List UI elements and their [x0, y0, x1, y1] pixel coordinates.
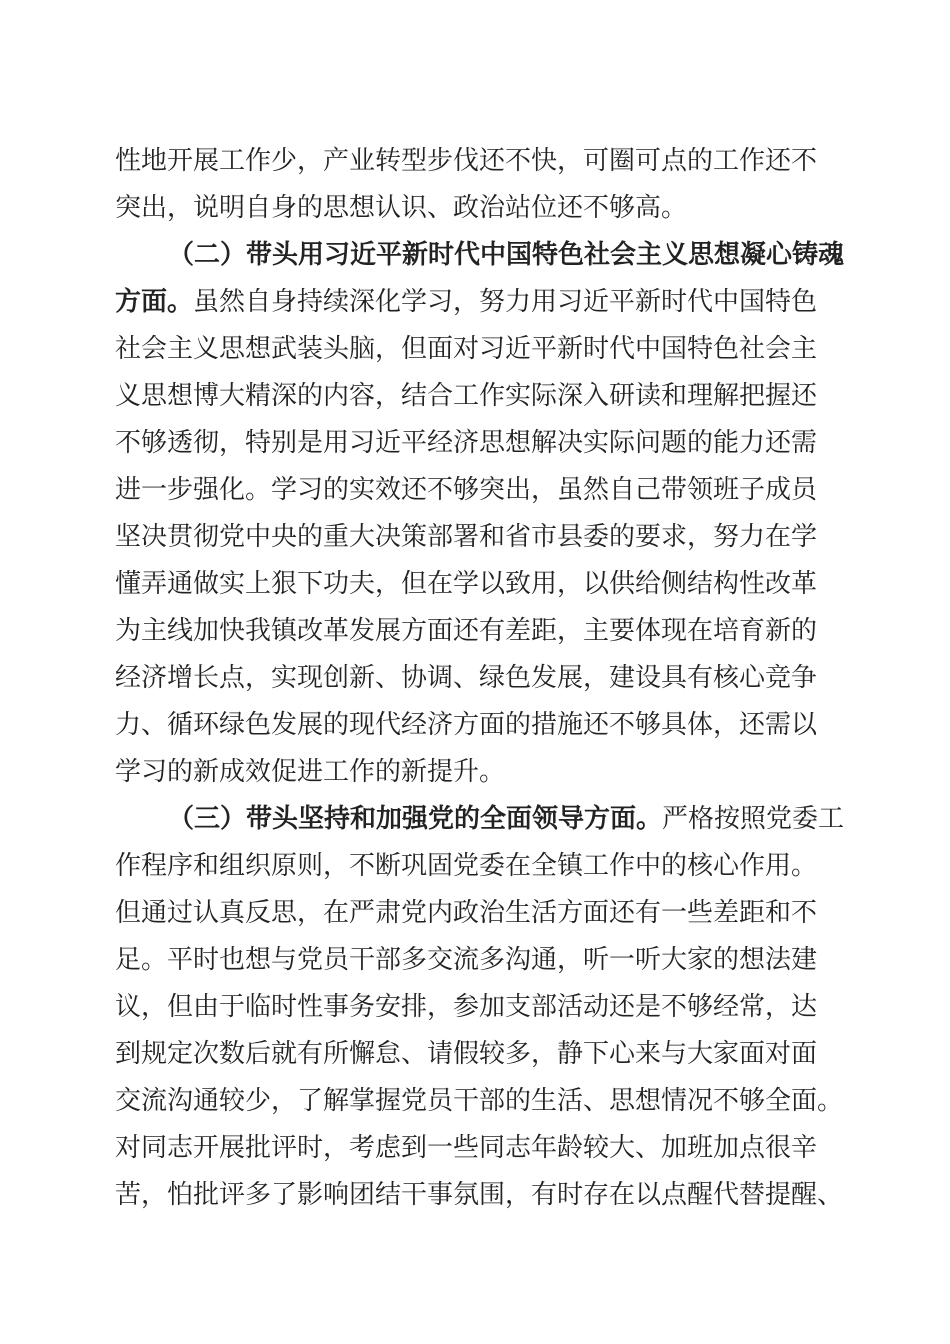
text-line: 懂弄通做实上狠下功夫，但在学以致用，以供给侧结构性改革 — [115, 569, 818, 599]
text-line: 社会主义思想武装头脑，但面对习近平新时代中国特色社会主 — [115, 334, 818, 364]
text-line: 力、循环绿色发展的现代经济方面的措施还不够具体，还需以 — [115, 710, 818, 740]
text-line: 性地开展工作少，产业转型步伐还不快，可圈可点的工作还不 — [115, 146, 818, 176]
text-line: 进一步强化。学习的实效还不够突出，虽然自己带领班子成员 — [115, 475, 818, 505]
section-heading: （三）带头坚持和加强党的全面领导方面。严格按照党委工 — [168, 804, 845, 834]
text-line: 苦，怕批评多了影响团结干事氛围，有时存在以点醒代替提醒、 — [115, 1180, 844, 1210]
text-line: 经济增长点，实现创新、协调、绿色发展，建设具有核心竞争 — [115, 663, 818, 693]
text-line: 到规定次数后就有所懈怠、请假较多，静下心来与大家面对面 — [115, 1039, 818, 1069]
text-line: 学习的新成效促进工作的新提升。 — [115, 757, 506, 787]
text-line: 对同志开展批评时，考虑到一些同志年龄较大、加班加点很辛 — [115, 1133, 818, 1163]
text-line: 交流沟通较少，了解掌握党员干部的生活、思想情况不够全面。 — [115, 1086, 844, 1116]
text-line: 议，但由于临时性事务安排，参加支部活动还是不够经常，达 — [115, 992, 818, 1022]
text-line: 作程序和组织原则，不断巩固党委在全镇工作中的核心作用。 — [115, 851, 818, 881]
section-heading: （二）带头用习近平新时代中国特色社会主义思想凝心铸魂 — [168, 240, 845, 270]
text-line: 突出，说明自身的思想认识、政治站位还不够高。 — [115, 193, 688, 223]
text-line: 为主线加快我镇改革发展方面还有差距，主要体现在培育新的 — [115, 616, 818, 646]
text-line: 义思想博大精深的内容，结合工作实际深入研读和理解把握还 — [115, 381, 818, 411]
text-line: 足。平时也想与党员干部多交流多沟通，听一听大家的想法建 — [115, 945, 818, 975]
text-line: 方面。虽然自身持续深化学习，努力用习近平新时代中国特色 — [115, 287, 818, 317]
text-line: 坚决贯彻党中央的重大决策部署和省市县委的要求，努力在学 — [115, 522, 818, 552]
text-line: 但通过认真反思，在严肃党内政治生活方面还有一些差距和不 — [115, 898, 818, 928]
text-line: 不够透彻，特别是用习近平经济思想解决实际问题的能力还需 — [115, 428, 818, 458]
